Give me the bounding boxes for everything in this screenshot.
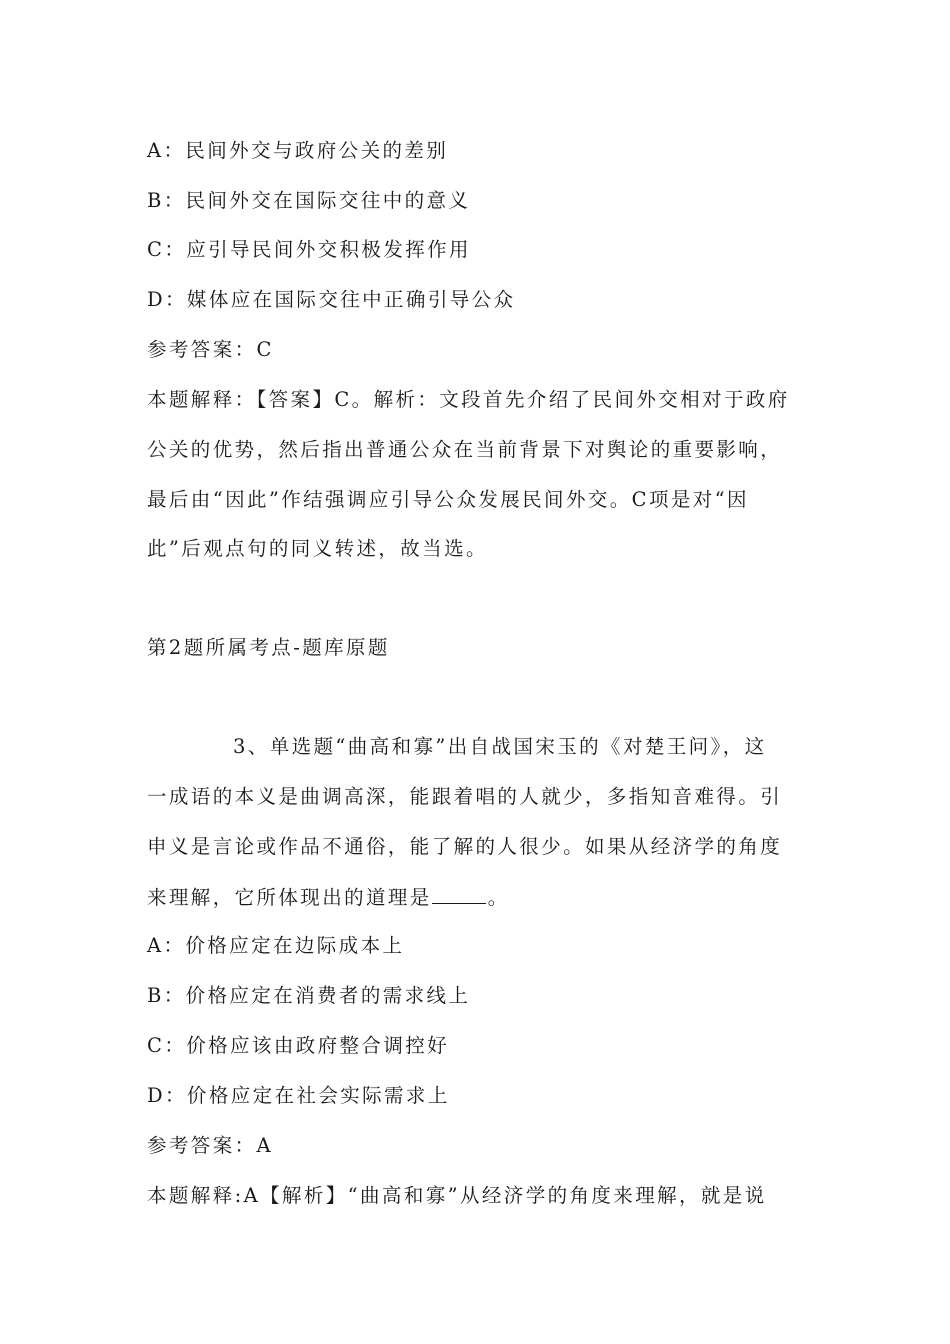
option-d: D：媒体应在国际交往中正确引导公众 (147, 288, 516, 311)
explanation-line: 公关的优势，然后指出普通公众在当前背景下对舆论的重要影响， (147, 438, 783, 461)
explanation-line: 本题解释：【答案】C。解析：文段首先介绍了民间外交相对于政府 (147, 388, 790, 411)
option-a: A：民间外交与政府公关的差别 (147, 139, 449, 162)
explanation-line: 本题解释:A【解析】“曲高和寡”从经济学的角度来理解，就是说 (147, 1184, 767, 1207)
knowledge-point: 第2题所属考点-题库原题 (147, 636, 390, 659)
answer-blank (432, 883, 486, 904)
option-c: C：应引导民间外交积极发挥作用 (147, 238, 471, 261)
question-stem-line: 申义是言论或作品不通俗，能了解的人很少。如果从经济学的角度 (147, 835, 783, 858)
reference-answer: 参考答案：A (147, 1134, 273, 1157)
question-stem-line: 一成语的本义是曲调高深，能跟着唱的人就少，多指知音难得。引 (147, 785, 783, 808)
option-d: D：价格应定在社会实际需求上 (147, 1084, 450, 1107)
question-stem-line: 3、单选题“曲高和寡”出自战国宋玉的《对楚王问》，这 (233, 735, 767, 758)
option-b: B：价格应定在消费者的需求线上 (147, 984, 471, 1007)
question-stem-end: 。 (487, 886, 510, 909)
question-stem-last-line (147, 883, 807, 912)
reference-answer: 参考答案：C (147, 338, 274, 361)
option-c: C：价格应该由政府整合调控好 (147, 1034, 450, 1057)
option-a: A：价格应定在边际成本上 (147, 934, 405, 957)
option-b: B：民间外交在国际交往中的意义 (147, 189, 471, 212)
explanation-line: 此”后观点句的同义转述，故当选。 (147, 537, 488, 560)
question-stem-text: 来理解，它所体现出的道理是 (147, 886, 432, 909)
explanation-line: 最后由“因此”作结强调应引导公众发展民间外交。C项是对“因 (147, 488, 749, 511)
